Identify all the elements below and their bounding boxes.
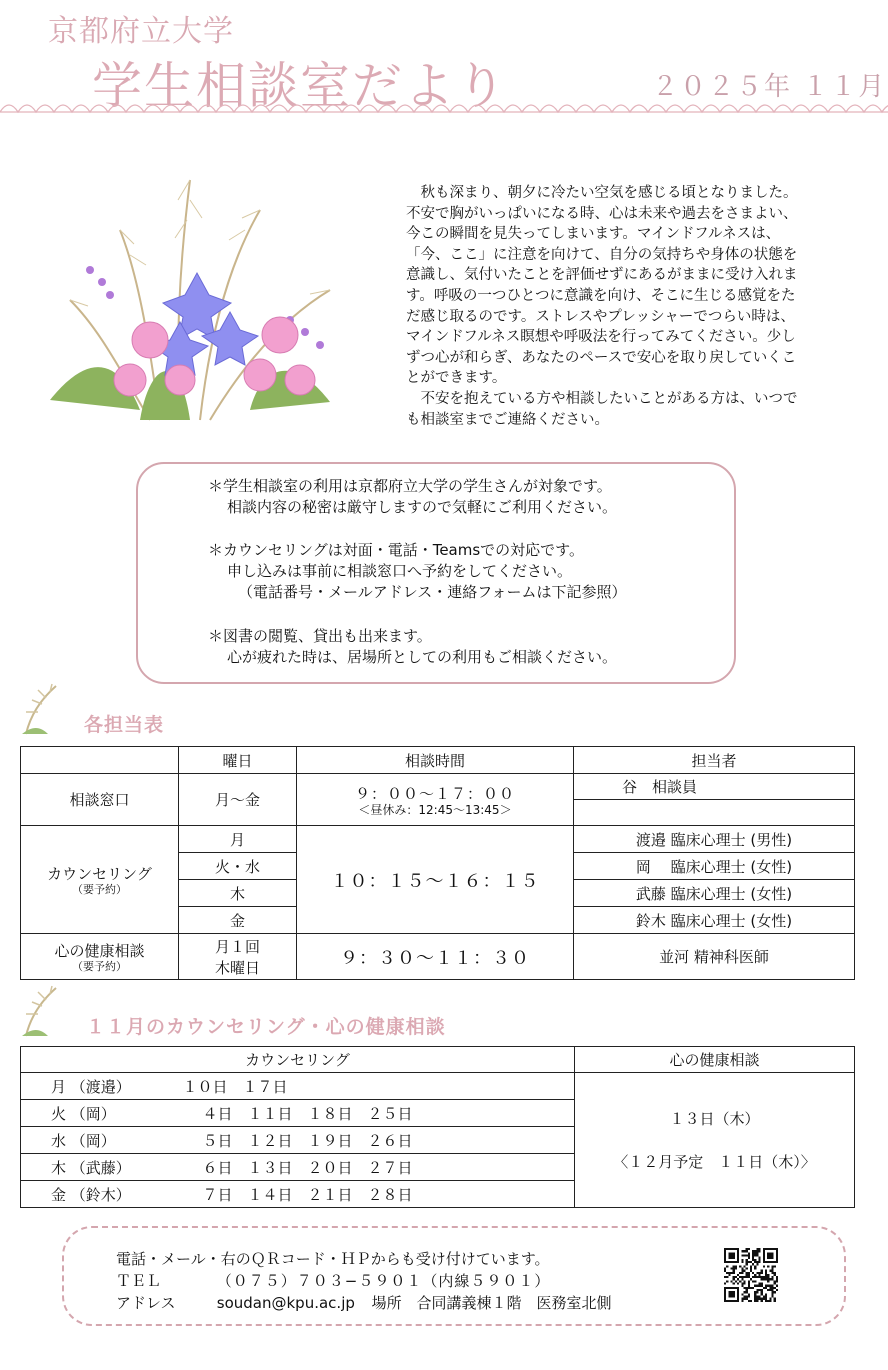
weekday-label: 水 （岡） bbox=[21, 1127, 133, 1154]
notice-item bbox=[208, 540, 627, 603]
place-text: 合同講義棟１階 医務室北側 bbox=[416, 1294, 612, 1312]
health-next: 〈１２月予定 １１日（木）〉 bbox=[613, 1153, 816, 1171]
notice-line: 心が疲れた時は、居場所としての利用もご相談ください。 bbox=[227, 648, 618, 666]
staff-table bbox=[20, 746, 855, 980]
staff-cell: 岡 臨床心理士 (女性) bbox=[574, 853, 855, 880]
notice-box bbox=[136, 462, 736, 684]
contact-intro: 電話・メール・右のＱＲコード・ＨＰからも受け付けています。 bbox=[116, 1250, 550, 1268]
column-header bbox=[21, 747, 179, 774]
tel-number: （０７５）７０３−５９０１（内線５９０１） bbox=[216, 1272, 551, 1290]
health-days: 月１回 bbox=[214, 937, 260, 956]
weekday-label: 木 （武藤） bbox=[21, 1154, 133, 1181]
days-cell: 月〜金 bbox=[179, 774, 297, 826]
staff-cell: 渡邉 臨床心理士 (男性) bbox=[574, 826, 855, 853]
tel-label: ＴＥＬ bbox=[116, 1272, 162, 1290]
reservation-note: （要予約） bbox=[72, 883, 127, 896]
day-cell: 木 bbox=[179, 880, 297, 907]
table-header-row bbox=[21, 1047, 855, 1073]
intro-paragraph: 不安を抱えている方や相談したいことがある方は、いつでも相談室までご連絡ください。 bbox=[406, 390, 798, 428]
staff-cell: 並河 精神科医師 bbox=[574, 934, 855, 980]
days-cell bbox=[179, 934, 297, 980]
staff-cell-empty bbox=[574, 800, 855, 826]
day-cell: 月 bbox=[179, 826, 297, 853]
university-name: 京都府立大学 bbox=[48, 14, 234, 49]
staff-cell: 谷 相談員 bbox=[574, 774, 855, 800]
dates-cell: ４日 １１日 １８日 ２５日 bbox=[133, 1100, 575, 1127]
qr-code[interactable] bbox=[724, 1248, 778, 1302]
dates-cell: ６日 １３日 ２０日 ２７日 bbox=[133, 1154, 575, 1181]
email-link[interactable]: soudan@kpu.ac.jp bbox=[216, 1294, 355, 1312]
notice-line: ＊図書の閲覧、貸出も出来ます。 bbox=[208, 627, 432, 645]
hours-cell bbox=[297, 774, 574, 826]
intro-paragraph: 秋も深まり、朝夕に冷たい空気を感じる頃となりました。不安で胸がいっぱいになる時、心は未来や過去をさまよい、今この瞬間を見失ってしまいます。マインドフルネスは、「今、ここ」に注意を向けて、自分の気持ちや身体の状態を意識し、気付いたことを評価せずにあるがままに受け入れます。呼吸の一つひとつに意識を向け、そこに生じる感覚をただ感じ取るのです。ストレスやプレッシャーでつらい時は、マインドフルネス瞑想や呼吸法を行ってみてください。少しずつ心が和らぎ、あなたのペースで安心を取り戻していくことができます。 bbox=[406, 185, 798, 387]
day-cell: 金 bbox=[179, 907, 297, 934]
notice-item bbox=[208, 626, 617, 668]
break-note: ＜昼休み：12:45〜13:45＞ bbox=[358, 803, 512, 817]
column-header: カウンセリング bbox=[21, 1047, 575, 1073]
wave-divider bbox=[0, 96, 888, 118]
table-row bbox=[21, 1073, 855, 1100]
dates-cell: １０日 １７日 bbox=[133, 1073, 575, 1100]
table-header-row bbox=[21, 747, 855, 774]
reservation-note: （要予約） bbox=[72, 960, 127, 973]
staff-cell: 鈴木 臨床心理士 (女性) bbox=[574, 907, 855, 934]
weekday-label: 金 （鈴木） bbox=[21, 1181, 133, 1208]
hours-text: ９：００〜１７：００ bbox=[354, 785, 515, 803]
tel-line bbox=[116, 1270, 550, 1291]
dates-cell: ５日 １２日 １９日 ２６日 bbox=[133, 1127, 575, 1154]
table-row bbox=[21, 774, 855, 800]
pampas-grass-icon bbox=[20, 682, 64, 736]
health-days: 木曜日 bbox=[214, 958, 260, 977]
place-label: 場所 bbox=[371, 1294, 402, 1312]
hours-cell: ９：３０〜１１：３０ bbox=[297, 934, 574, 980]
day-cell: 火・水 bbox=[179, 853, 297, 880]
table-row bbox=[21, 826, 855, 853]
address-label: アドレス bbox=[116, 1294, 176, 1312]
row-label bbox=[21, 934, 179, 980]
november-schedule-table bbox=[20, 1046, 855, 1208]
issue-date: ２０２５年 １１月 bbox=[652, 72, 887, 102]
column-header: 相談時間 bbox=[297, 747, 574, 774]
schedule-heading: １１月のカウンセリング・心の健康相談 bbox=[86, 1016, 446, 1038]
notice-line: ＊学生相談室の利用は京都府立大学の学生さんが対象です。 bbox=[208, 477, 612, 495]
table-row bbox=[21, 934, 855, 980]
address-line bbox=[116, 1292, 611, 1313]
health-schedule-cell bbox=[575, 1073, 855, 1208]
column-header: 心の健康相談 bbox=[575, 1047, 855, 1073]
notice-line: ＊カウンセリングは対面・電話・Teamsでの対応です。 bbox=[208, 541, 584, 559]
pampas-grass-icon bbox=[20, 984, 64, 1038]
notice-item bbox=[208, 476, 617, 518]
staff-table-heading: 各担当表 bbox=[84, 714, 165, 736]
weekday-label: 月 （渡邉） bbox=[21, 1073, 133, 1100]
dates-cell: ７日 １４日 ２１日 ２８日 bbox=[133, 1181, 575, 1208]
contact-box bbox=[62, 1226, 846, 1326]
intro-text bbox=[406, 183, 806, 430]
newsletter-title: 学生相談室だより bbox=[92, 57, 508, 115]
row-label: 相談窓口 bbox=[21, 774, 179, 826]
notice-line: （電話番号・メールアドレス・連絡フォームは下記参照） bbox=[238, 583, 627, 601]
counseling-label: カウンセリング bbox=[47, 865, 152, 883]
autumn-flowers-illustration bbox=[30, 170, 360, 430]
health-date: １３日（木） bbox=[669, 1110, 760, 1128]
health-label: 心の健康相談 bbox=[54, 942, 145, 960]
notice-line: 申し込みは事前に相談窓口へ予約をしてください。 bbox=[227, 562, 573, 580]
row-label bbox=[21, 826, 179, 934]
column-header: 曜日 bbox=[179, 747, 297, 774]
staff-cell: 武藤 臨床心理士 (女性) bbox=[574, 880, 855, 907]
weekday-label: 火 （岡） bbox=[21, 1100, 133, 1127]
column-header: 担当者 bbox=[574, 747, 855, 774]
hours-cell: １０：１５〜１６：１５ bbox=[297, 826, 574, 934]
notice-line: 相談内容の秘密は厳守しますので気軽にご利用ください。 bbox=[227, 498, 618, 516]
